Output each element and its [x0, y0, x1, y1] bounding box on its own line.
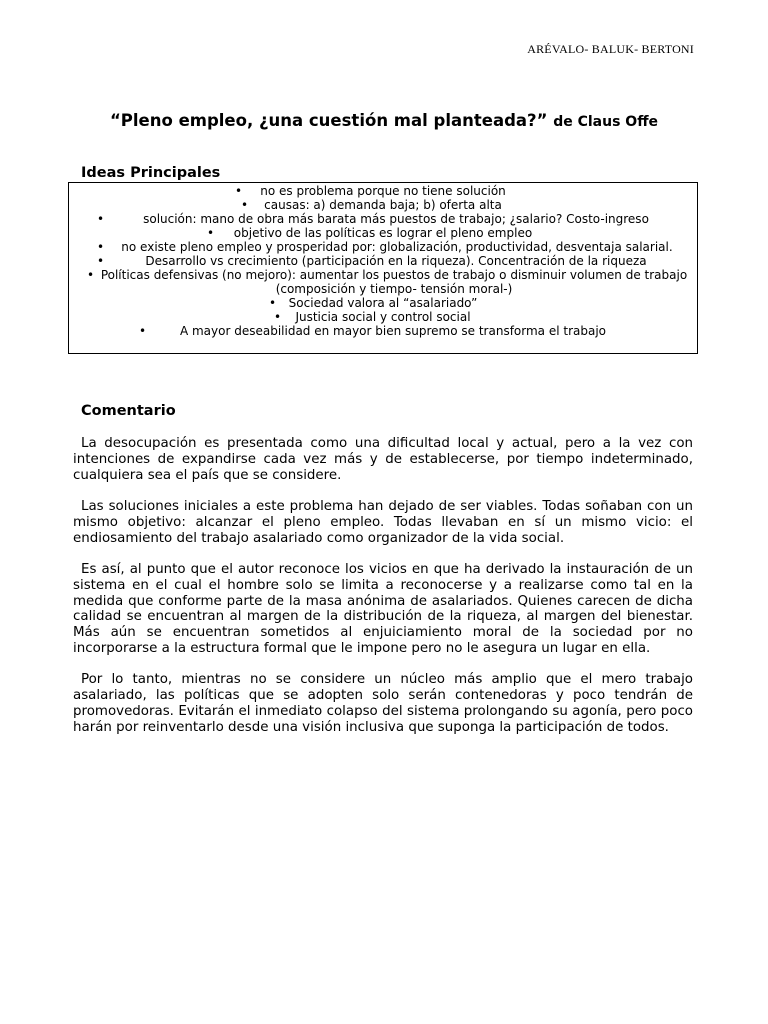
bullet-icon: • — [87, 268, 95, 282]
idea-text: A mayor deseabilidad en mayor bien supremo se transforma el trabajo — [179, 324, 607, 338]
bullet-icon: • — [97, 254, 105, 268]
idea-text: Justicia social y control social — [295, 310, 471, 324]
idea-text: no es problema porque no tiene solución — [260, 184, 506, 198]
title-main: “Pleno empleo, ¿una cuestión mal planteada?” — [109, 111, 548, 130]
document-title — [0, 111, 768, 130]
idea-text: Políticas defensivas (no mejoro): aumentar los puestos de trabajo o disminuir volumen de trabajo (composición y tiempo- tensión moral-) — [100, 268, 688, 296]
comment-heading: Comentario — [81, 403, 176, 419]
bullet-icon: • — [207, 226, 215, 240]
idea-item — [69, 296, 697, 310]
bullet-icon: • — [241, 198, 249, 212]
ideas-box — [68, 182, 698, 354]
idea-text: solución: mano de obra más barata más puestos de trabajo; ¿salario? Costo-ingreso — [143, 212, 649, 226]
idea-text: Desarrollo vs crecimiento (participación en la riqueza). Concentración de la riqueza — [145, 254, 647, 268]
ideas-list — [69, 184, 697, 338]
bullet-icon: • — [235, 184, 243, 198]
idea-text: Sociedad valora al “asalariado” — [288, 296, 478, 310]
idea-item — [69, 184, 697, 198]
comment-paragraph: Es así, al punto que el autor reconoce los vicios en que ha derivado la instauración de un sistema en el cual el hombre solo se limita a reconocerse y a realizarse como tal en la medida que conforme parte de la masa anónima de asalariados. Quienes carecen de dicha calidad se encuentran al margen de la distribución de la riqueza, al margen del bienestar. Más aún se encuentran sometidos al enjuiciamiento moral de la sociedad por no incorporarse a la estructura formal que le impone pero no le asegura un lugar en ella. — [73, 561, 693, 656]
ideas-heading: Ideas Principales — [81, 165, 221, 181]
idea-item — [69, 268, 697, 296]
idea-text: objetivo de las políticas es lograr el pleno empleo — [233, 226, 533, 240]
comment-paragraph: La desocupación es presentada como una dificultad local y actual, pero a la vez con intenciones de expandirse cada vez más y de establecerse, por tiempo indeterminado, cualquiera sea el país que se considere. — [73, 436, 693, 483]
bullet-icon: • — [97, 212, 105, 226]
bullet-icon: • — [97, 240, 105, 254]
idea-item — [69, 240, 697, 254]
comment-body — [73, 436, 693, 751]
title-author: de Claus Offe — [553, 114, 659, 130]
bullet-icon: • — [274, 310, 282, 324]
idea-item — [69, 310, 697, 324]
idea-item — [69, 324, 697, 338]
idea-item — [69, 212, 697, 226]
bullet-icon: • — [139, 324, 147, 338]
idea-text: causas: a) demanda baja; b) oferta alta — [264, 198, 502, 212]
bullet-icon: • — [269, 296, 277, 310]
comment-paragraph: Por lo tanto, mientras no se considere un núcleo más amplio que el mero trabajo asalariado, las políticas que se adopten solo serán contenedoras y poco tendrán de promovedoras. Evitarán el inmediato colapso del sistema prolongando su agonía, pero poco harán por reinventarlo desde una visión inclusiva que suponga la participación de todos. — [73, 672, 693, 735]
comment-paragraph: Las soluciones iniciales a este problema han dejado de ser viables. Todas soñaban con un mismo objetivo: alcanzar el pleno empleo. Todas llevaban en sí un mismo vicio: el endiosamiento del trabajo asalariado como organizador de la vida social. — [73, 498, 693, 546]
idea-text: no existe pleno empleo y prosperidad por: globalización, productividad, desventaja salarial. — [121, 240, 673, 254]
idea-item — [69, 198, 697, 212]
idea-item — [69, 254, 697, 268]
header-authors: ARÉVALO- BALUK- BERTONI — [527, 42, 694, 56]
idea-item — [69, 226, 697, 240]
